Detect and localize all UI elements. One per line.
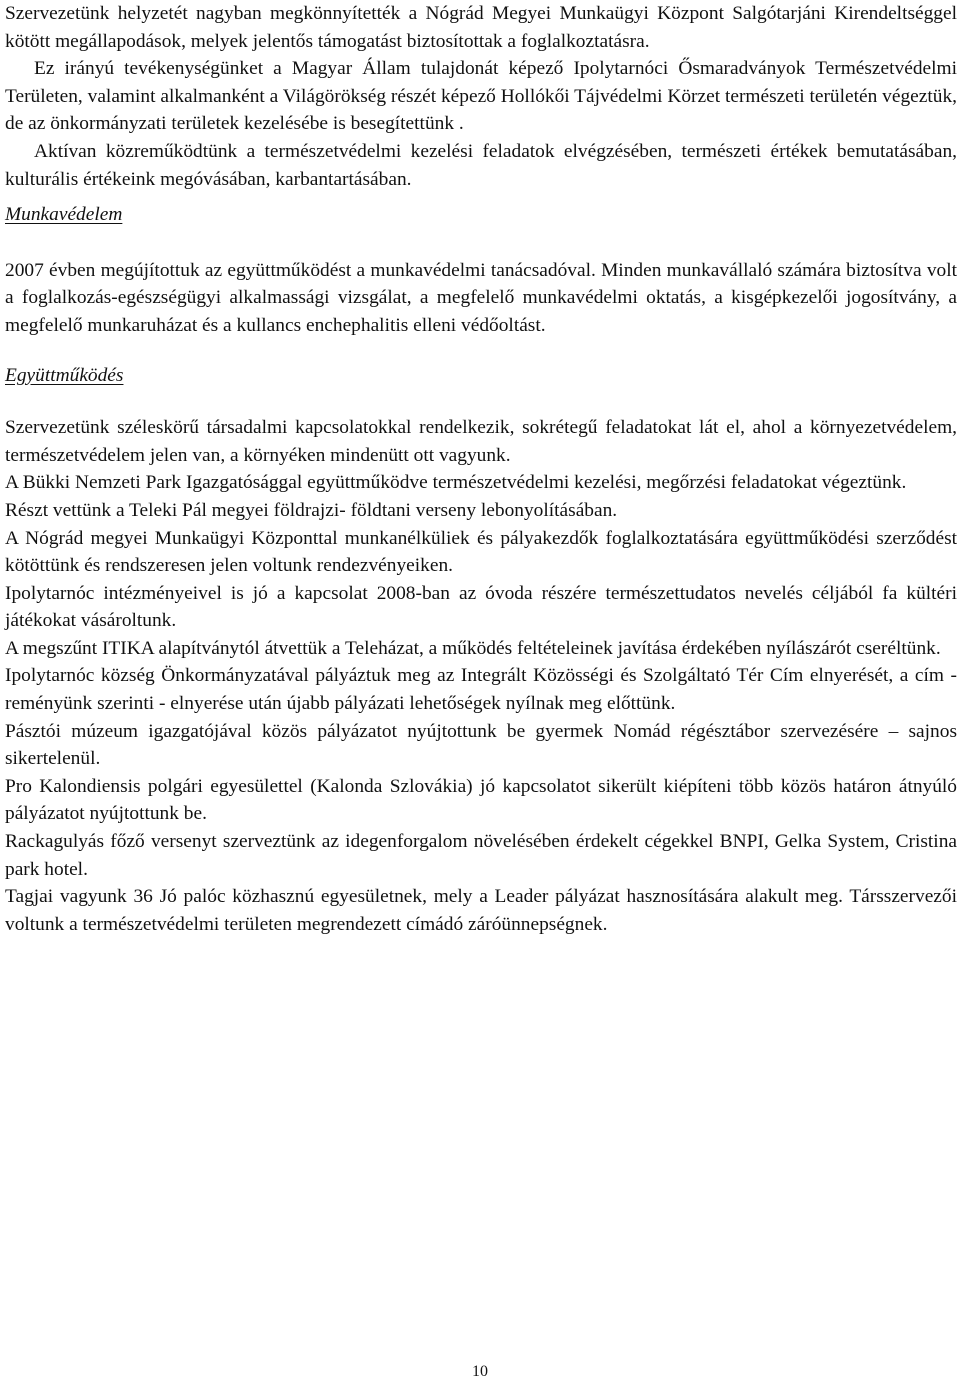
egyuttmukodes-paragraph: Ipolytarnóc intézményeivel is jó a kapcsolat 2008-ban az óvoda részére természettudatos nevelés céljából fa kültéri játékokat vásároltunk. [5,582,957,632]
egyuttmukodes-paragraph: Tagjai vagyunk 36 Jó palóc közhasznú egyesületnek, mely a Leader pályázat hasznosítására alakult meg. Társszervezői voltunk a természetvédelmi területen megrendezett címádó záróünnepségnek. [5,886,957,935]
egyuttmukodes-paragraph: A Nógrád megyei Munkaügyi Központtal munkanélküliek és pályakezdők foglalkoztatására együttműködési szerződést kötöttünk és rendszeresen jelen voltunk rendezvényeiken. [5,527,957,577]
page-number: 10 [472,1363,488,1380]
section-heading-egyuttmukodes: Együttműködés [5,364,124,386]
intro-paragraph: Szervezetünk helyzetét nagyban megkönnyítették a Nógrád Megyei Munkaügyi Központ Salgótarjáni Kirendeltséggel kötött megállapodások, melyek jelentős támogatást biztosítottak a foglalkoztatásra. [5,3,957,52]
document-page [5,0,957,938]
egyuttmukodes-paragraph: Ipolytarnóc község Önkormányzatával pályáztuk meg az Integrált Közösségi és Szolgáltató Tér Cím elnyerését, a cím - reményünk szerinti - elnyerése után újabb pályázati lehetőségek nyílnak meg előttünk. [5,665,957,715]
egyuttmukodes-paragraph: A Bükki Nemzeti Park Igazgatósággal együttműködve természetvédelmi kezelési, megőrzési feladatokat végeztünk. [5,472,907,494]
egyuttmukodes-paragraph: A megszűnt ITIKA alapítványtól átvettük a Teleházat, a működés feltételeinek javítása érdekében nyílászárót cseréltünk. [5,637,941,659]
egyuttmukodes-paragraph: Pro Kalondiensis polgári egyesülettel (Kalonda Szlovákia) jó kapcsolatot sikerült kiépíteni több közös határon átnyúló pályázatot nyújtottunk be. [5,775,957,825]
egyuttmukodes-paragraph: Részt vettünk a Teleki Pál megyei földrajzi- földtani verseny lebonyolításában. [5,499,618,521]
intro-paragraph: Aktívan közreműködtünk a természetvédelmi kezelési feladatok elvégzésében, természeti értékek bemutatásában, kulturális értékeink megóvásában, karbantartásában. [5,140,957,190]
egyuttmukodes-paragraph: Szervezetünk széleskörű társadalmi kapcsolatokkal rendelkezik, sokrétegű feladatokat lát el, ahol a környezetvédelem, természetvédelem jelen van, a környéken mindenütt ott vagyunk. [5,417,957,466]
intro-paragraph: Ez irányú tevékenységünket a Magyar Állam tulajdonát képező Ipolytarnóci Ősmaradványok Természetvédelmi Területen, valamint alkalmanként a Világörökség részét képező Hollókői Tájvédelmi Körzet természeti területén végeztük, de az önkormányzati területek kezelésébe is besegítettünk . [5,58,957,135]
egyuttmukodes-paragraph: Rackagulyás főző versenyt szerveztünk az idegenforgalom növelésében érdekelt cégekkel BNPI, Gelka System, Cristina park hotel. [5,831,957,880]
egyuttmukodes-paragraph: Pásztói múzeum igazgatójával közös pályázatot nyújtottunk be gyermek Nomád régésztábor szervezésére – sajnos sikertelenül. [5,720,957,770]
munkavedelem-paragraph: 2007 évben megújítottuk az együttműködést a munkavédelmi tanácsadóval. Minden munkavállaló számára biztosítva volt a foglalkozás-egészségügyi alkalmassági vizsgálat, a megfelelő munkavédelmi oktatás, a kisgépkezelői jogosítvány, a megfelelő munkaruházat és a kullancs enchephalitis elleni védőoltást. [5,259,957,336]
section-heading-munkavedelem: Munkavédelem [5,204,123,226]
